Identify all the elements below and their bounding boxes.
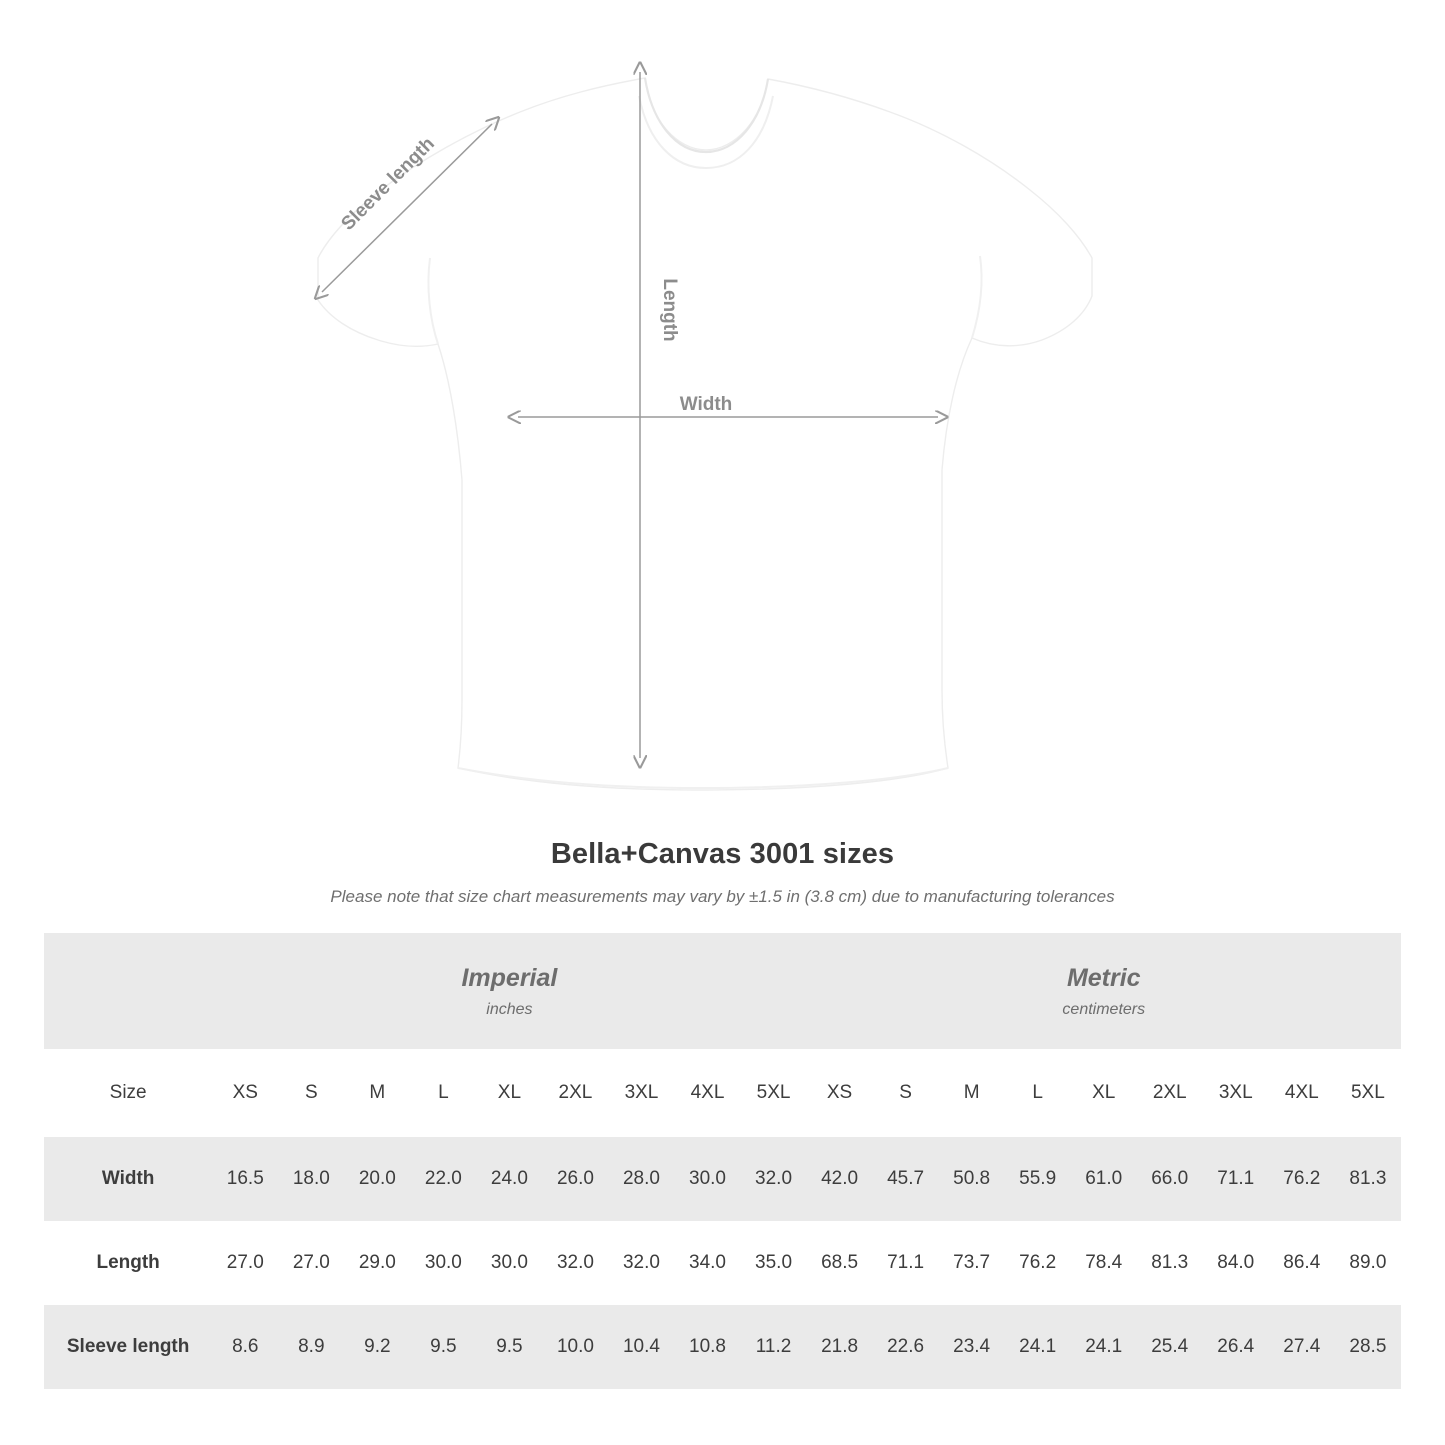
size-corner-label: Size xyxy=(44,1049,212,1137)
cell: 24.0 xyxy=(476,1137,542,1221)
size-header-cell: S xyxy=(278,1049,344,1137)
cell: 24.1 xyxy=(1071,1305,1137,1389)
cell: 21.8 xyxy=(807,1305,873,1389)
unit-header-row xyxy=(44,933,1401,1049)
cell: 81.3 xyxy=(1137,1221,1203,1305)
cell: 27.0 xyxy=(212,1221,278,1305)
size-header-cell: L xyxy=(410,1049,476,1137)
cell: 25.4 xyxy=(1137,1305,1203,1389)
cell: 73.7 xyxy=(939,1221,1005,1305)
tolerance-note: Please note that size chart measurements may vary by ±1.5 in (3.8 cm) due to manufacturing tolerances xyxy=(330,887,1115,906)
cell: 26.4 xyxy=(1203,1305,1269,1389)
cell: 71.1 xyxy=(1203,1137,1269,1221)
unit-corner-cell xyxy=(44,933,212,1049)
size-header-cell: XL xyxy=(1071,1049,1137,1137)
metric-sub: centimeters xyxy=(1062,1001,1146,1018)
size-header-cell: 5XL xyxy=(1335,1049,1401,1137)
cell: 50.8 xyxy=(939,1137,1005,1221)
width-label: Width xyxy=(679,394,733,415)
cell: 18.0 xyxy=(278,1137,344,1221)
cell: 24.1 xyxy=(1005,1305,1071,1389)
imperial-title: Imperial xyxy=(461,964,558,992)
size-header-cell: S xyxy=(873,1049,939,1137)
cell: 10.8 xyxy=(674,1305,740,1389)
cell: 61.0 xyxy=(1071,1137,1137,1221)
size-header-cell: M xyxy=(939,1049,1005,1137)
metric-title: Metric xyxy=(1066,964,1141,992)
cell: 9.5 xyxy=(410,1305,476,1389)
cell: 45.7 xyxy=(873,1137,939,1221)
cell: 27.0 xyxy=(278,1221,344,1305)
cell: 68.5 xyxy=(807,1221,873,1305)
cell: 55.9 xyxy=(1005,1137,1071,1221)
cell: 30.0 xyxy=(410,1221,476,1305)
cell: 9.5 xyxy=(476,1305,542,1389)
cell: 29.0 xyxy=(344,1221,410,1305)
cell: 22.6 xyxy=(873,1305,939,1389)
cell: 35.0 xyxy=(741,1221,807,1305)
size-header-cell: XL xyxy=(476,1049,542,1137)
size-table xyxy=(44,933,1401,1389)
tshirt-graphic xyxy=(318,78,1092,790)
cell: 84.0 xyxy=(1203,1221,1269,1305)
cell: 42.0 xyxy=(807,1137,873,1221)
size-header-cell: 5XL xyxy=(741,1049,807,1137)
cell: 76.2 xyxy=(1269,1137,1335,1221)
cell: 34.0 xyxy=(674,1221,740,1305)
size-header-cell: 3XL xyxy=(608,1049,674,1137)
table-row xyxy=(44,1305,1401,1389)
size-header-cell: 4XL xyxy=(1269,1049,1335,1137)
size-header-cell: 4XL xyxy=(674,1049,740,1137)
cell: 89.0 xyxy=(1335,1221,1401,1305)
cell: 10.0 xyxy=(542,1305,608,1389)
cell: 86.4 xyxy=(1269,1221,1335,1305)
table-row xyxy=(44,1137,1401,1221)
cell: 71.1 xyxy=(873,1221,939,1305)
row-label: Length xyxy=(44,1221,212,1305)
cell: 8.6 xyxy=(212,1305,278,1389)
size-header-cell: 3XL xyxy=(1203,1049,1269,1137)
size-header-cell: 2XL xyxy=(542,1049,608,1137)
cell: 16.5 xyxy=(212,1137,278,1221)
imperial-header-cell xyxy=(212,933,806,1049)
size-header-cell: XS xyxy=(212,1049,278,1137)
size-table-wrap xyxy=(44,933,1401,1389)
length-label: Length xyxy=(659,278,680,342)
cell: 32.0 xyxy=(542,1221,608,1305)
cell: 28.5 xyxy=(1335,1305,1401,1389)
metric-header-cell xyxy=(807,933,1401,1049)
size-header-cell: L xyxy=(1005,1049,1071,1137)
table-row xyxy=(44,1221,1401,1305)
sleeve-length-label: Sleeve length xyxy=(337,133,439,235)
cell: 22.0 xyxy=(410,1137,476,1221)
cell: 30.0 xyxy=(476,1221,542,1305)
cell: 76.2 xyxy=(1005,1221,1071,1305)
cell: 9.2 xyxy=(344,1305,410,1389)
size-header-cell: M xyxy=(344,1049,410,1137)
cell: 32.0 xyxy=(608,1221,674,1305)
cell: 66.0 xyxy=(1137,1137,1203,1221)
cell: 11.2 xyxy=(741,1305,807,1389)
cell: 28.0 xyxy=(608,1137,674,1221)
page-title: Bella+Canvas 3001 sizes xyxy=(550,838,895,870)
cell: 23.4 xyxy=(939,1305,1005,1389)
row-label: Width xyxy=(44,1137,212,1221)
cell: 78.4 xyxy=(1071,1221,1137,1305)
cell: 10.4 xyxy=(608,1305,674,1389)
row-label: Sleeve length xyxy=(44,1305,212,1389)
cell: 20.0 xyxy=(344,1137,410,1221)
cell: 32.0 xyxy=(741,1137,807,1221)
cell: 8.9 xyxy=(278,1305,344,1389)
cell: 26.0 xyxy=(542,1137,608,1221)
size-header-cell: XS xyxy=(807,1049,873,1137)
cell: 81.3 xyxy=(1335,1137,1401,1221)
size-header-cell: 2XL xyxy=(1137,1049,1203,1137)
title-block xyxy=(0,838,1445,907)
cell: 30.0 xyxy=(674,1137,740,1221)
imperial-sub: inches xyxy=(486,1001,533,1018)
cell: 27.4 xyxy=(1269,1305,1335,1389)
size-label-row xyxy=(44,1049,1401,1137)
